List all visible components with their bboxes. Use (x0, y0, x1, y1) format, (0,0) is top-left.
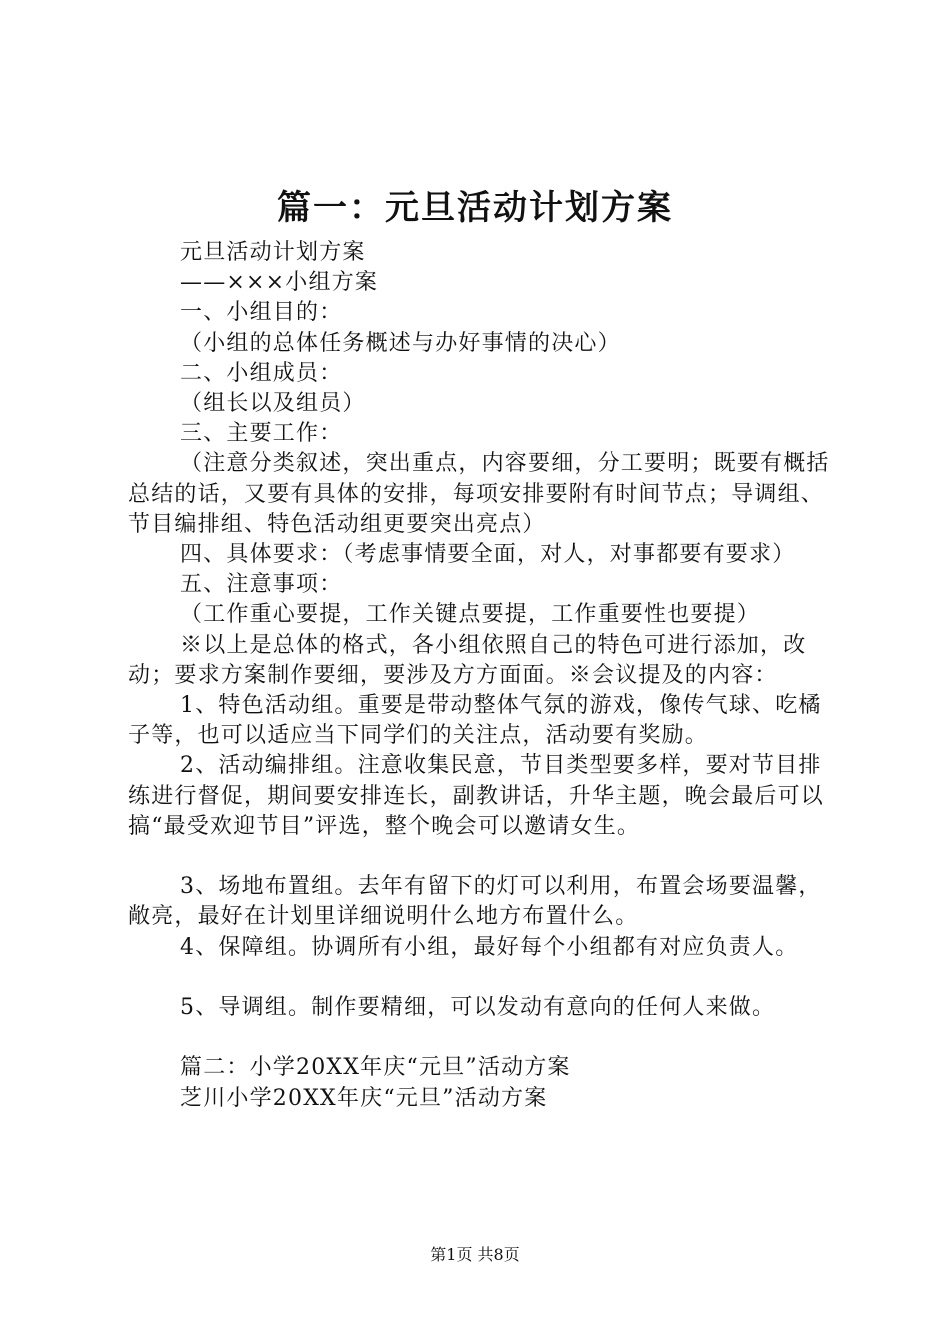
paragraph: （工作重心要提，工作关键点要提，工作重要性也要提） (180, 602, 761, 628)
paragraph: 二、小组成员： (180, 360, 343, 386)
paragraph: （注意分类叙述，突出重点，内容要细，分工要明；既要有概括总结的话，又要有具体的安排，每项安排要附有时间节点；导调组、节目编排组、特色活动组更要突出亮点） (128, 451, 830, 537)
paragraph: 2、活动编排组。注意收集民意，节目类型要多样，要对节目排练进行督促，期间要安排连长，副教讲话，升华主题，晚会最后可以搞“最受欢迎节目”评选，整个晚会可以邀请女生。 (128, 753, 825, 839)
paragraph: 1、特色活动组。重要是带动整体气氛的游戏，像传气球、吃橘子等，也可以适应当下同学们的关注点，活动要有奖励。 (128, 693, 822, 749)
paragraph: 三、主要工作： (180, 421, 343, 447)
page-footer: 第1页 共8页 (430, 1245, 520, 1264)
paragraph: ——×××小组方案 (180, 270, 379, 296)
document-body (128, 238, 838, 1114)
paragraph: 芝川小学20XX年庆“元旦”活动方案 (180, 1085, 548, 1111)
paragraph: 4、保障组。协调所有小组，最好每个小组都有对应负责人。 (180, 934, 799, 960)
blank-line (128, 963, 838, 993)
blank-line (128, 842, 838, 872)
blank-line (128, 1023, 838, 1053)
paragraph: 篇二：小学20XX年庆“元旦”活动方案 (180, 1055, 571, 1081)
paragraph: （组长以及组员） (180, 391, 366, 417)
paragraph: 5、导调组。制作要精细，可以发动有意向的任何人来做。 (180, 995, 776, 1021)
paragraph: 五、注意事项： (180, 572, 343, 598)
paragraph: （小组的总体任务概述与办好事情的决心） (180, 330, 621, 356)
document-title: 篇一：元旦活动计划方案 (277, 188, 673, 228)
paragraph: 元旦活动计划方案 (180, 240, 366, 265)
paragraph: 一、小组目的： (180, 300, 343, 326)
paragraph: ※以上是总体的格式，各小组依照自己的特色可进行添加，改动；要求方案制作要细，要涉及方方面面。※会议提及的内容： (128, 632, 807, 688)
paragraph: 3、场地布置组。去年有留下的灯可以利用，布置会场要温馨，敞亮，最好在计划里详细说明什么地方布置什么。 (128, 874, 822, 930)
paragraph: 四、具体要求：（考虑事情要全面，对人，对事都要有要求） (180, 542, 796, 568)
